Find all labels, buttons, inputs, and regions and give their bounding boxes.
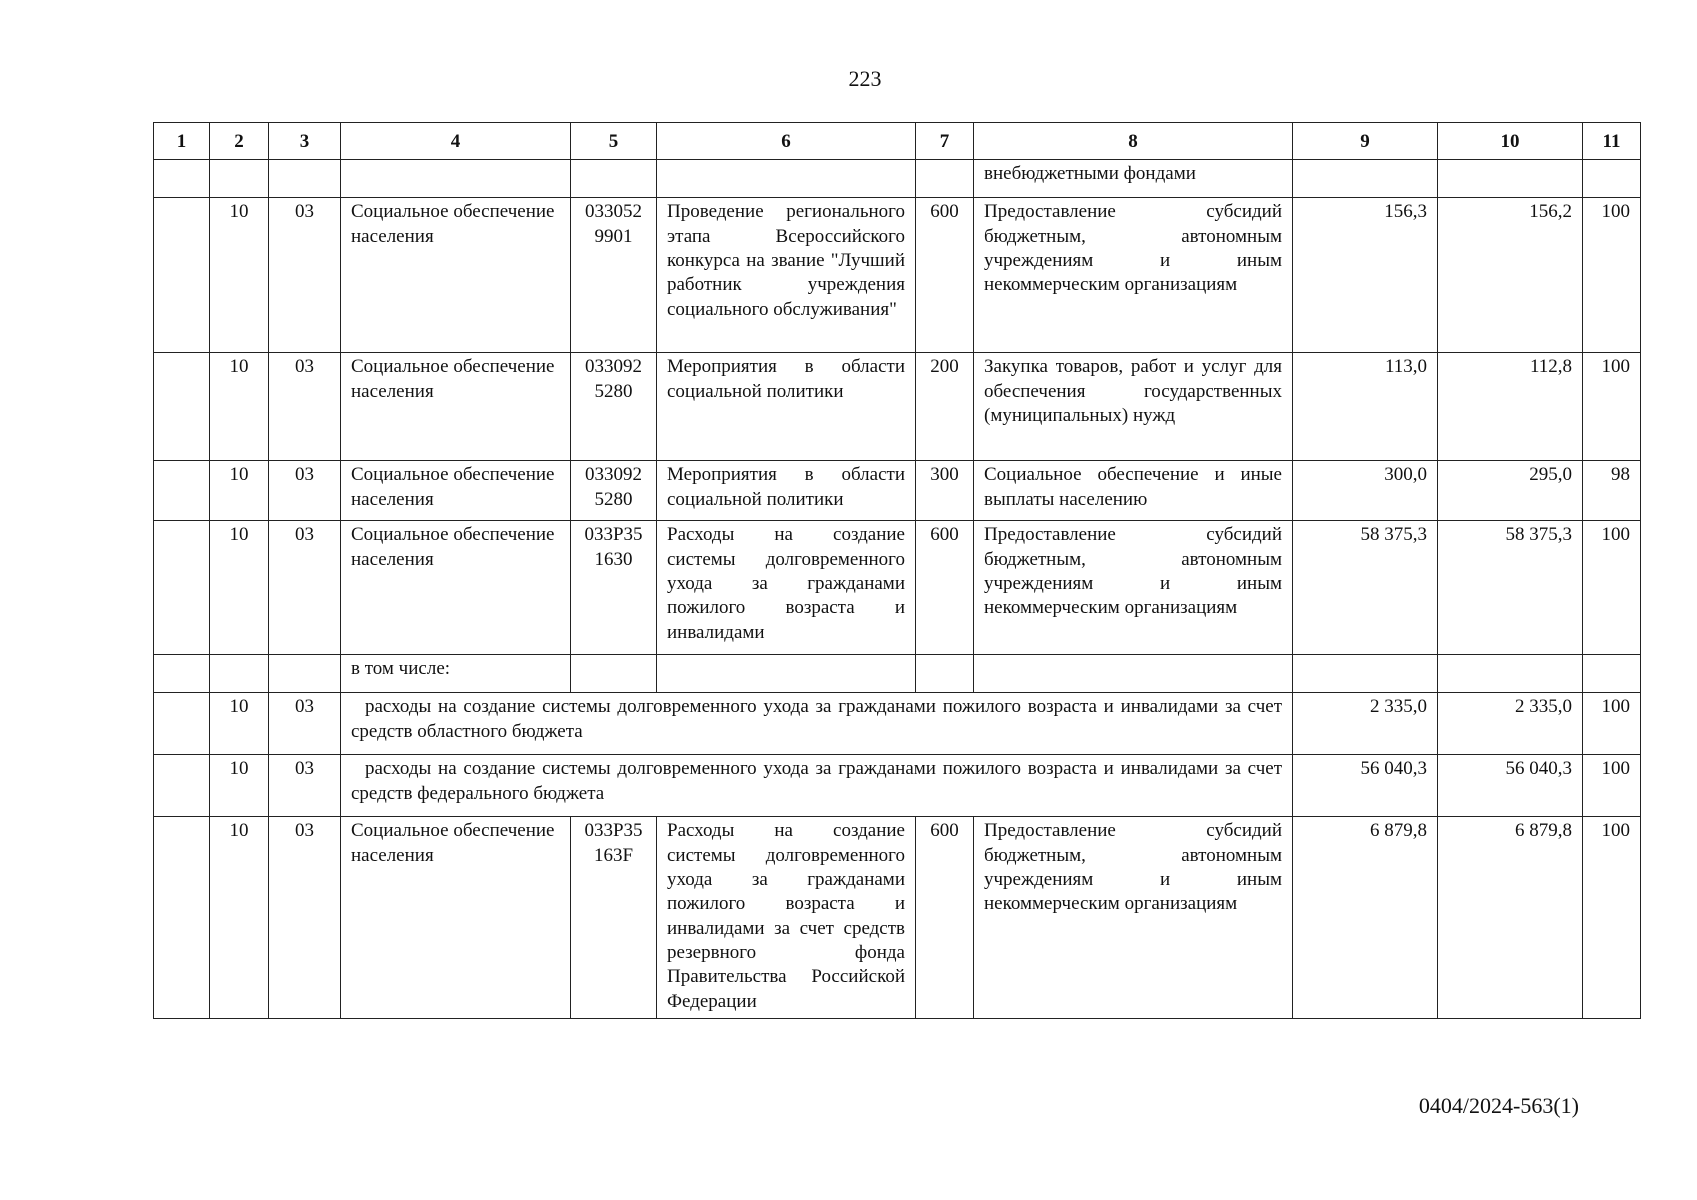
table-row bbox=[154, 198, 1641, 353]
cell-expense-type: Закупка товаров, работ и услуг для обеспечения государственных (муниципальных) нужд bbox=[974, 353, 1293, 461]
cell-plan-amount: 156,3 bbox=[1293, 198, 1438, 353]
cell-percent: 100 bbox=[1583, 755, 1641, 817]
cell-percent: 98 bbox=[1583, 461, 1641, 521]
cell-actual-amount: 295,0 bbox=[1438, 461, 1583, 521]
column-header: 1 bbox=[154, 123, 210, 160]
cell-plan-amount: 6 879,8 bbox=[1293, 817, 1438, 1019]
cell-section: 10 bbox=[210, 521, 269, 655]
cell-empty bbox=[154, 353, 210, 461]
cell-empty bbox=[916, 160, 974, 198]
cell-description: Проведение регионального этапа Всероссийского конкурса на звание "Лучший работник учреждения социального обслуживания" bbox=[657, 198, 916, 353]
cell-empty bbox=[269, 655, 341, 693]
column-header: 10 bbox=[1438, 123, 1583, 160]
table-row bbox=[154, 817, 1641, 1019]
cell-description: Мероприятия в области социальной политики bbox=[657, 353, 916, 461]
cell-expense-type: Предоставление субсидий бюджетным, автономным учреждениям и иным некоммерческим организациям bbox=[974, 521, 1293, 655]
cell-plan-amount: 113,0 bbox=[1293, 353, 1438, 461]
cell-plan-amount: 300,0 bbox=[1293, 461, 1438, 521]
cell-merged-description: расходы на создание системы долговременного ухода за гражданами пожилого возраста и инвалидами за счет средств областного бюджета bbox=[341, 693, 1293, 755]
cell-subsection: 03 bbox=[269, 521, 341, 655]
cell-empty bbox=[657, 160, 916, 198]
cell-subsection: 03 bbox=[269, 755, 341, 817]
cell-empty bbox=[154, 521, 210, 655]
cell-percent: 100 bbox=[1583, 353, 1641, 461]
cell-section: 10 bbox=[210, 353, 269, 461]
cell-section: 10 bbox=[210, 461, 269, 521]
cell-subsection: 03 bbox=[269, 198, 341, 353]
cell-section-name: Социальное обеспечение населения bbox=[341, 461, 571, 521]
table-row bbox=[154, 521, 1641, 655]
table-row bbox=[154, 755, 1641, 817]
cell-empty bbox=[341, 160, 571, 198]
cell-empty bbox=[154, 461, 210, 521]
cell-target-code: 033092 5280 bbox=[571, 353, 657, 461]
cell-empty bbox=[1438, 655, 1583, 693]
cell-section: 10 bbox=[210, 693, 269, 755]
cell-section: 10 bbox=[210, 755, 269, 817]
cell-subsection: 03 bbox=[269, 353, 341, 461]
cell-empty bbox=[154, 693, 210, 755]
cell-empty bbox=[154, 160, 210, 198]
cell-expense-type: Социальное обеспечение и иные выплаты населению bbox=[974, 461, 1293, 521]
cell-description: Расходы на создание системы долговременного ухода за гражданами пожилого возраста и инвалидами bbox=[657, 521, 916, 655]
cell-percent: 100 bbox=[1583, 817, 1641, 1019]
cell-description: Расходы на создание системы долговременного ухода за гражданами пожилого возраста и инвалидами за счет средств резервного фонда Правительства Российской Федерации bbox=[657, 817, 916, 1019]
cell-empty bbox=[1583, 160, 1641, 198]
cell-empty bbox=[210, 655, 269, 693]
column-header: 2 bbox=[210, 123, 269, 160]
cell-expense-code: 300 bbox=[916, 461, 974, 521]
cell-empty bbox=[210, 160, 269, 198]
cell-section-name: Социальное обеспечение населения bbox=[341, 817, 571, 1019]
cell-section: 10 bbox=[210, 817, 269, 1019]
table-row bbox=[154, 461, 1641, 521]
page-number: 223 bbox=[848, 66, 882, 91]
column-header: 9 bbox=[1293, 123, 1438, 160]
cell-empty bbox=[154, 817, 210, 1019]
cell-empty bbox=[154, 655, 210, 693]
cell-section-name: Социальное обеспечение населения bbox=[341, 198, 571, 353]
cell-merged-description: расходы на создание системы долговременного ухода за гражданами пожилого возраста и инвалидами за счет средств федерального бюджета bbox=[341, 755, 1293, 817]
cell-empty bbox=[1438, 160, 1583, 198]
cell-empty bbox=[657, 655, 916, 693]
table-row bbox=[154, 693, 1641, 755]
table-row bbox=[154, 160, 1641, 198]
cell-empty bbox=[154, 755, 210, 817]
column-header: 4 bbox=[341, 123, 571, 160]
document-number: 0404/2024-563(1) bbox=[1418, 1093, 1579, 1118]
cell-description: Мероприятия в области социальной политики bbox=[657, 461, 916, 521]
cell-expense-code: 600 bbox=[916, 521, 974, 655]
cell-expense-type: Предоставление субсидий бюджетным, автономным учреждениям и иным некоммерческим организациям bbox=[974, 817, 1293, 1019]
cell-empty bbox=[916, 655, 974, 693]
cell-plan-amount: 58 375,3 bbox=[1293, 521, 1438, 655]
cell-empty bbox=[571, 655, 657, 693]
cell-expense-type: Предоставление субсидий бюджетным, автономным учреждениям и иным некоммерческим организациям bbox=[974, 198, 1293, 353]
cell-actual-amount: 112,8 bbox=[1438, 353, 1583, 461]
cell-plan-amount: 56 040,3 bbox=[1293, 755, 1438, 817]
cell-target-code: 033052 9901 bbox=[571, 198, 657, 353]
cell-empty bbox=[974, 655, 1293, 693]
column-header: 8 bbox=[974, 123, 1293, 160]
cell-expense-code: 600 bbox=[916, 817, 974, 1019]
cell-empty bbox=[1583, 655, 1641, 693]
cell-section-name: Социальное обеспечение населения bbox=[341, 521, 571, 655]
cell-empty bbox=[1293, 655, 1438, 693]
cell-target-code: 033Р35 163F bbox=[571, 817, 657, 1019]
cell-actual-amount: 56 040,3 bbox=[1438, 755, 1583, 817]
cell-empty bbox=[154, 198, 210, 353]
cell-empty bbox=[571, 160, 657, 198]
cell-expense-code: 200 bbox=[916, 353, 974, 461]
cell-actual-amount: 156,2 bbox=[1438, 198, 1583, 353]
table-row bbox=[154, 353, 1641, 461]
cell-plan-amount: 2 335,0 bbox=[1293, 693, 1438, 755]
table-row bbox=[154, 655, 1641, 693]
column-header: 11 bbox=[1583, 123, 1641, 160]
cell-percent: 100 bbox=[1583, 198, 1641, 353]
cell-target-code: 033Р35 1630 bbox=[571, 521, 657, 655]
cell-empty bbox=[269, 160, 341, 198]
cell-actual-amount: 6 879,8 bbox=[1438, 817, 1583, 1019]
cell-target-code: 033092 5280 bbox=[571, 461, 657, 521]
cell-actual-amount: 58 375,3 bbox=[1438, 521, 1583, 655]
header-row bbox=[154, 123, 1641, 160]
cell-actual-amount: 2 335,0 bbox=[1438, 693, 1583, 755]
column-header: 7 bbox=[916, 123, 974, 160]
cell-subsection: 03 bbox=[269, 817, 341, 1019]
cell-including-label: в том числе: bbox=[341, 655, 571, 693]
budget-table bbox=[153, 122, 1641, 1019]
column-header: 5 bbox=[571, 123, 657, 160]
cell-empty bbox=[1293, 160, 1438, 198]
column-header: 3 bbox=[269, 123, 341, 160]
cell-subsection: 03 bbox=[269, 693, 341, 755]
cell-subsection: 03 bbox=[269, 461, 341, 521]
cell-section: 10 bbox=[210, 198, 269, 353]
column-header: 6 bbox=[657, 123, 916, 160]
cell-section-name: Социальное обеспечение населения bbox=[341, 353, 571, 461]
cell-percent: 100 bbox=[1583, 693, 1641, 755]
cell-percent: 100 bbox=[1583, 521, 1641, 655]
cell-expense-type: внебюджетными фондами bbox=[974, 160, 1293, 198]
cell-expense-code: 600 bbox=[916, 198, 974, 353]
